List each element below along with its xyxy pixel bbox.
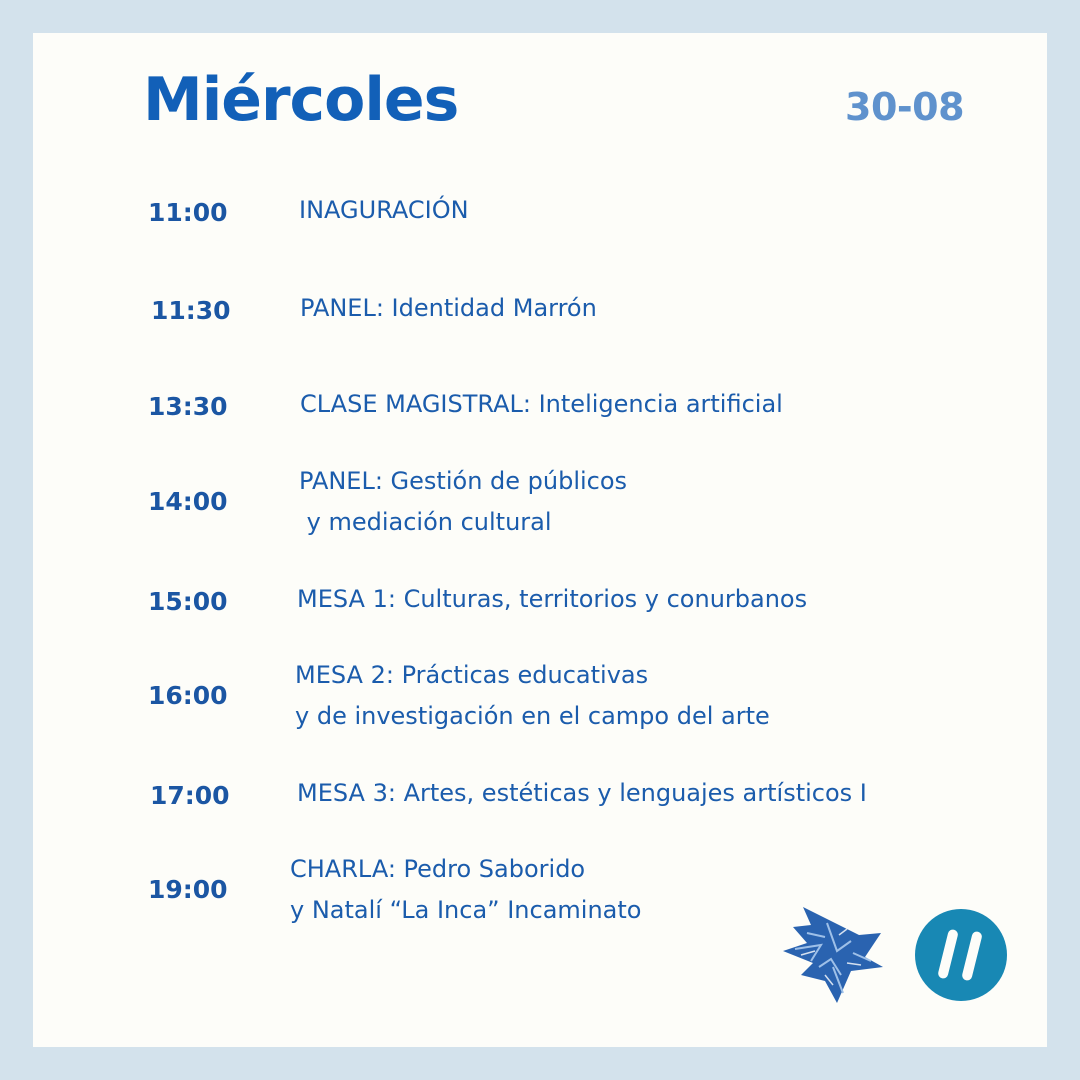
event-title [297,579,807,620]
event-title [297,773,867,814]
time-label: 13:30 [148,392,228,421]
time-label: 11:00 [148,198,228,227]
time-label: 11:30 [151,296,231,325]
event-line: INAGURACIÓN [299,196,469,224]
day-title: Miércoles [143,65,459,135]
event-line: CLASE MAGISTRAL: Inteligencia artificial [300,390,783,418]
event-title [300,384,783,425]
time-label: 15:00 [148,587,228,616]
event-title [300,288,597,329]
event-line: MESA 1: Culturas, territorios y conurbanos [297,585,808,613]
event-line: PANEL: Gestión de públicos [299,467,628,495]
event-line: y Natalí “La Inca” Incaminato [290,896,642,924]
event-line: MESA 2: Prácticas educativas [295,661,649,689]
circle-slash-logo [915,909,1007,1001]
event-line: PANEL: Identidad Marrón [300,294,597,322]
event-line: CHARLA: Pedro Saborido [290,855,586,883]
event-title [299,190,469,231]
logos-graphic [781,905,1011,1005]
event-title [299,461,627,543]
event-line: y de investigación en el campo del arte [295,702,770,730]
time-label: 14:00 [148,487,228,516]
event-title [290,849,641,931]
schedule-card [33,33,1047,1047]
time-label: 17:00 [150,781,230,810]
event-line: MESA 3: Artes, estéticas y lenguajes artísticos I [297,779,867,807]
time-label: 16:00 [148,681,228,710]
date-label: 30-08 [845,85,965,129]
event-title [295,655,770,737]
logos [781,905,1011,1010]
arrow-bird-logo [783,907,883,1003]
time-label: 19:00 [148,875,228,904]
event-line: y mediación cultural [299,508,552,536]
